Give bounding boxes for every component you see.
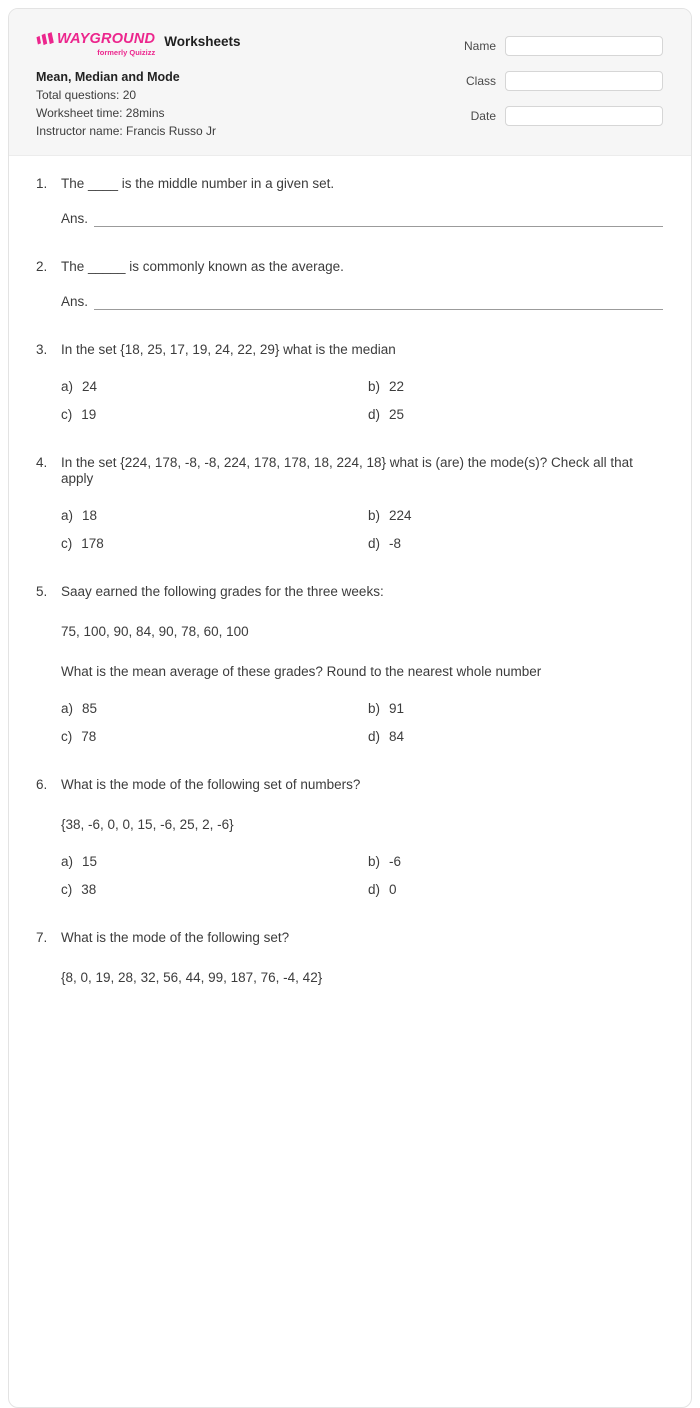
question-data: {8, 0, 19, 28, 32, 56, 44, 99, 187, 76, -4, 42}	[61, 970, 323, 985]
class-field-row	[464, 71, 663, 91]
answer-row	[61, 294, 663, 310]
option-text: 78	[81, 729, 97, 744]
option-a	[61, 508, 368, 524]
question-text: The _____ is commonly known as the average.	[61, 259, 344, 274]
question-text: In the set {18, 25, 17, 19, 24, 22, 29} what is the median	[61, 342, 396, 357]
option-letter: c)	[61, 729, 73, 744]
wayground-logo-icon	[36, 32, 54, 47]
option-letter: c)	[61, 536, 73, 551]
option-text: 22	[389, 379, 405, 394]
answer-blank-line	[94, 212, 663, 227]
option-text: 224	[389, 508, 412, 523]
option-letter: a)	[61, 854, 74, 869]
options-grid	[61, 508, 663, 552]
question-3	[36, 342, 663, 423]
name-label: Name	[463, 39, 496, 53]
option-letter: a)	[61, 379, 74, 394]
question-number: 1.	[36, 176, 48, 191]
option-c	[61, 729, 368, 745]
option-letter: b)	[368, 379, 381, 394]
option-text: 178	[81, 536, 104, 551]
name-field-row	[464, 36, 663, 56]
question-data: 75, 100, 90, 84, 90, 78, 60, 100	[61, 624, 249, 639]
option-b	[368, 854, 663, 870]
class-label: Class	[465, 74, 496, 88]
option-text: 19	[81, 407, 97, 422]
question-text: In the set {224, 178, -8, -8, 224, 178, 178, 18, 224, 18} what is (are) the mode(s)? Check all that apply	[61, 455, 633, 486]
question-number: 2.	[36, 259, 48, 274]
option-text: 24	[82, 379, 98, 394]
student-fields	[464, 36, 663, 141]
question-1	[36, 176, 663, 227]
option-letter: d)	[368, 729, 381, 744]
option-b	[368, 508, 663, 524]
question-7	[36, 930, 663, 986]
question-4	[36, 455, 663, 552]
brand-tagline: formerly Quizizz	[97, 48, 156, 57]
option-b	[368, 701, 663, 717]
date-label: Date	[470, 109, 496, 123]
date-input[interactable]	[505, 106, 663, 126]
instructor-name: Instructor name: Francis Russo Jr	[36, 124, 217, 138]
option-letter: b)	[368, 508, 381, 523]
question-number: 6.	[36, 777, 48, 792]
option-text: 0	[389, 882, 397, 897]
option-text: 84	[389, 729, 405, 744]
class-input[interactable]	[505, 71, 663, 91]
question-prompt: What is the mean average of these grades? Round to the nearest whole number	[61, 664, 542, 679]
answer-label: Ans.	[61, 294, 89, 309]
option-a	[61, 379, 368, 395]
option-text: -8	[389, 536, 402, 551]
option-text: 91	[389, 701, 405, 716]
question-number: 4.	[36, 455, 48, 470]
brand-name: WAYGROUND	[57, 31, 156, 47]
header-left	[36, 31, 240, 138]
option-letter: d)	[368, 536, 381, 551]
option-b	[368, 379, 663, 395]
worksheet-card	[8, 8, 692, 1408]
option-text: 25	[389, 407, 405, 422]
option-letter: d)	[368, 882, 381, 897]
option-letter: b)	[368, 701, 381, 716]
question-text: The ____ is the middle number in a given set.	[61, 176, 335, 191]
option-letter: a)	[61, 508, 74, 523]
date-field-row	[464, 106, 663, 126]
option-a	[61, 701, 368, 717]
options-grid	[61, 701, 663, 745]
worksheet-title: Mean, Median and Mode	[36, 70, 180, 84]
option-c	[61, 536, 368, 552]
option-text: 18	[82, 508, 98, 523]
option-a	[61, 854, 368, 870]
option-text: 15	[82, 854, 98, 869]
answer-blank-line	[94, 295, 663, 310]
answer-row	[61, 211, 663, 227]
options-grid	[61, 379, 663, 423]
question-2	[36, 259, 663, 310]
product-name: Worksheets	[164, 34, 241, 49]
question-number: 5.	[36, 584, 48, 599]
question-6	[36, 777, 663, 898]
option-letter: d)	[368, 407, 381, 422]
option-letter: c)	[61, 407, 73, 422]
option-d	[368, 407, 663, 423]
question-sheet	[9, 156, 691, 986]
question-text: Saay earned the following grades for the three weeks:	[61, 584, 384, 599]
question-text: What is the mode of the following set of numbers?	[61, 777, 361, 792]
option-text: -6	[389, 854, 402, 869]
option-d	[368, 729, 663, 745]
option-letter: c)	[61, 882, 73, 897]
option-d	[368, 536, 663, 552]
worksheet-time: Worksheet time: 28mins	[36, 106, 165, 120]
question-number: 3.	[36, 342, 48, 357]
question-text: What is the mode of the following set?	[61, 930, 290, 945]
question-number: 7.	[36, 930, 48, 945]
option-d	[368, 882, 663, 898]
answer-label: Ans.	[61, 211, 89, 226]
name-input[interactable]	[505, 36, 663, 56]
option-c	[61, 882, 368, 898]
option-c	[61, 407, 368, 423]
worksheet-header	[9, 9, 691, 156]
option-text: 85	[82, 701, 98, 716]
option-letter: b)	[368, 854, 381, 869]
total-questions: Total questions: 20	[36, 88, 137, 102]
question-data: {38, -6, 0, 0, 15, -6, 25, 2, -6}	[61, 817, 234, 832]
option-text: 38	[81, 882, 97, 897]
option-letter: a)	[61, 701, 74, 716]
question-5	[36, 584, 663, 745]
options-grid	[61, 854, 663, 898]
wayground-logo	[36, 31, 155, 57]
logo-row	[36, 31, 240, 57]
